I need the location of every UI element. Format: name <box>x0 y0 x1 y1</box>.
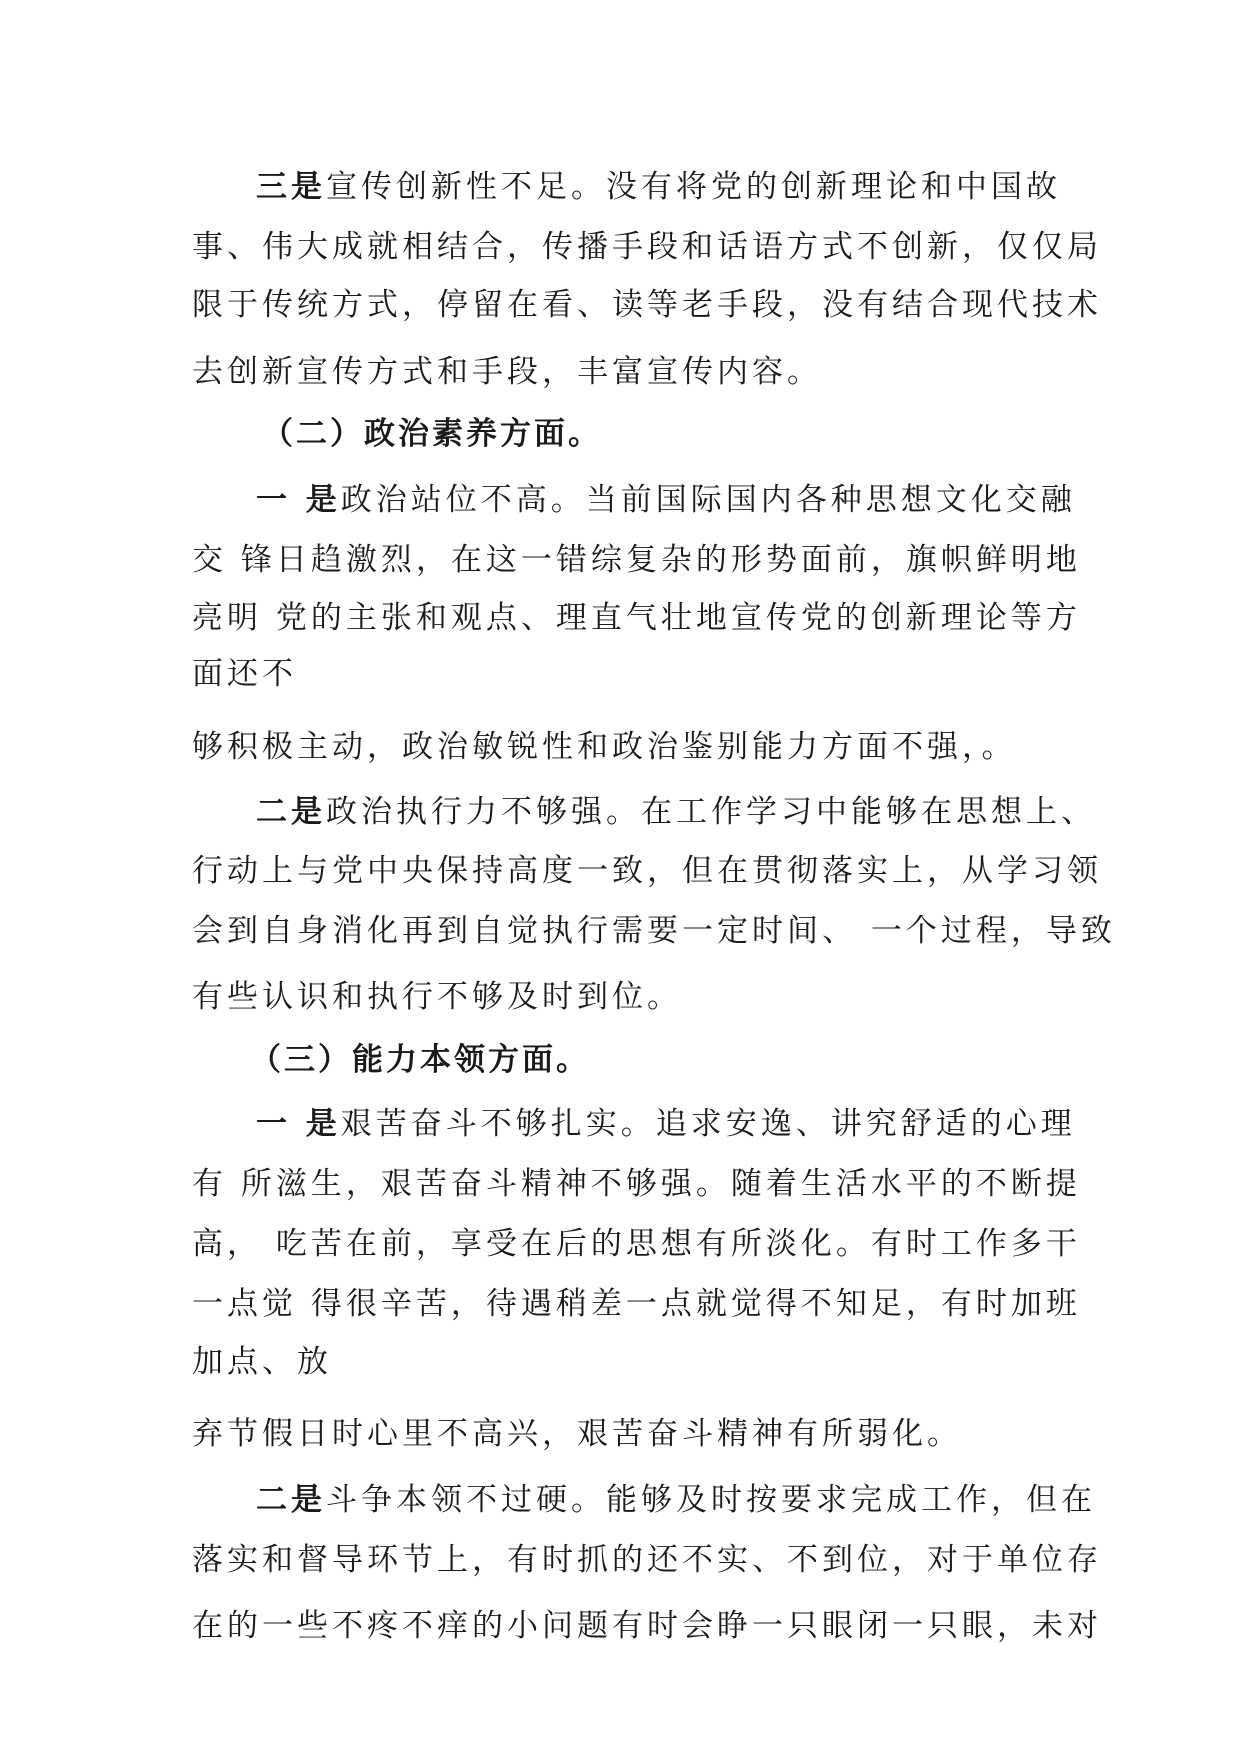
paragraph-text: 政治执行力不够强。在工作学习中能够在思想上、 <box>326 794 1096 830</box>
paragraph-line: 去创新宣传方式和手段，丰富宣传内容。 <box>192 354 822 390</box>
paragraph-line <box>256 1478 1136 1522</box>
paragraph-lead: 一 是 <box>256 1106 341 1142</box>
paragraph-line: 一点觉 得很辛苦，待遇稍差一点就觉得不知足，有时加班 <box>192 1286 1081 1322</box>
paragraph-line: 在的一些不疼不痒的小问题有时会睁一只眼闭一只眼，未对 <box>192 1608 1102 1644</box>
paragraph-text: 斗争本领不过硬。能够及时按要求完成工作，但在 <box>326 1482 1096 1518</box>
section-heading: （三）能力本领方面。 <box>250 1042 590 1078</box>
paragraph-lead: 二是 <box>256 1482 326 1518</box>
paragraph-line: 行动上与党中央保持高度一致，但在贯彻落实上，从学习领 <box>192 853 1102 889</box>
paragraph-line: 亮明 党的主张和观点、理直气壮地宣传党的创新理论等方 <box>192 600 1081 636</box>
paragraph-lead: 一 是 <box>256 482 341 518</box>
paragraph-line: 落实和督导环节上，有时抓的还不实、不到位，对于单位存 <box>192 1542 1102 1578</box>
section-heading: （二）政治素养方面。 <box>262 416 602 452</box>
paragraph-line: 事、伟大成就相结合，传播手段和话语方式不创新，仅仅局 <box>192 229 1102 265</box>
paragraph-line <box>256 790 1136 834</box>
paragraph-lead: 三是 <box>256 169 326 205</box>
paragraph-line: 交 锋日趋激烈，在这一错综复杂的形势面前，旗帜鲜明地 <box>192 542 1081 578</box>
paragraph-lead: 二是 <box>256 794 326 830</box>
paragraph-line <box>256 1102 1136 1146</box>
paragraph-text: 艰苦奋斗不够扎实。追求安逸、讲究舒适的心理 <box>340 1106 1076 1142</box>
paragraph-line: 高， 吃苦在前，享受在后的思想有所淡化。有时工作多干 <box>192 1226 1081 1262</box>
paragraph-line <box>256 478 1136 522</box>
paragraph-line: 有 所滋生，艰苦奋斗精神不够强。随着生活水平的不断提 <box>192 1166 1081 1202</box>
paragraph-line: 弃节假日时心里不高兴，艰苦奋斗精神有所弱化。 <box>192 1416 962 1452</box>
paragraph-text: 政治站位不高。当前国际国内各种思想文化交融 <box>340 482 1076 518</box>
paragraph-line: 限于传统方式，停留在看、读等老手段，没有结合现代技术 <box>192 287 1102 323</box>
paragraph-line: 有些认识和执行不够及时到位。 <box>192 979 682 1015</box>
paragraph-line <box>256 165 1136 209</box>
paragraph-text: 宣传创新性不足。没有将党的创新理论和中国故 <box>326 169 1061 205</box>
paragraph-line: 够积极主动，政治敏锐性和政治鉴别能力方面不强，。 <box>192 729 1017 765</box>
paragraph-line: 会到自身消化再到自觉执行需要一定时间、 一个过程，导致 <box>192 913 1116 949</box>
paragraph-line: 加点、放 <box>192 1344 332 1380</box>
paragraph-line: 面还不 <box>192 656 297 692</box>
